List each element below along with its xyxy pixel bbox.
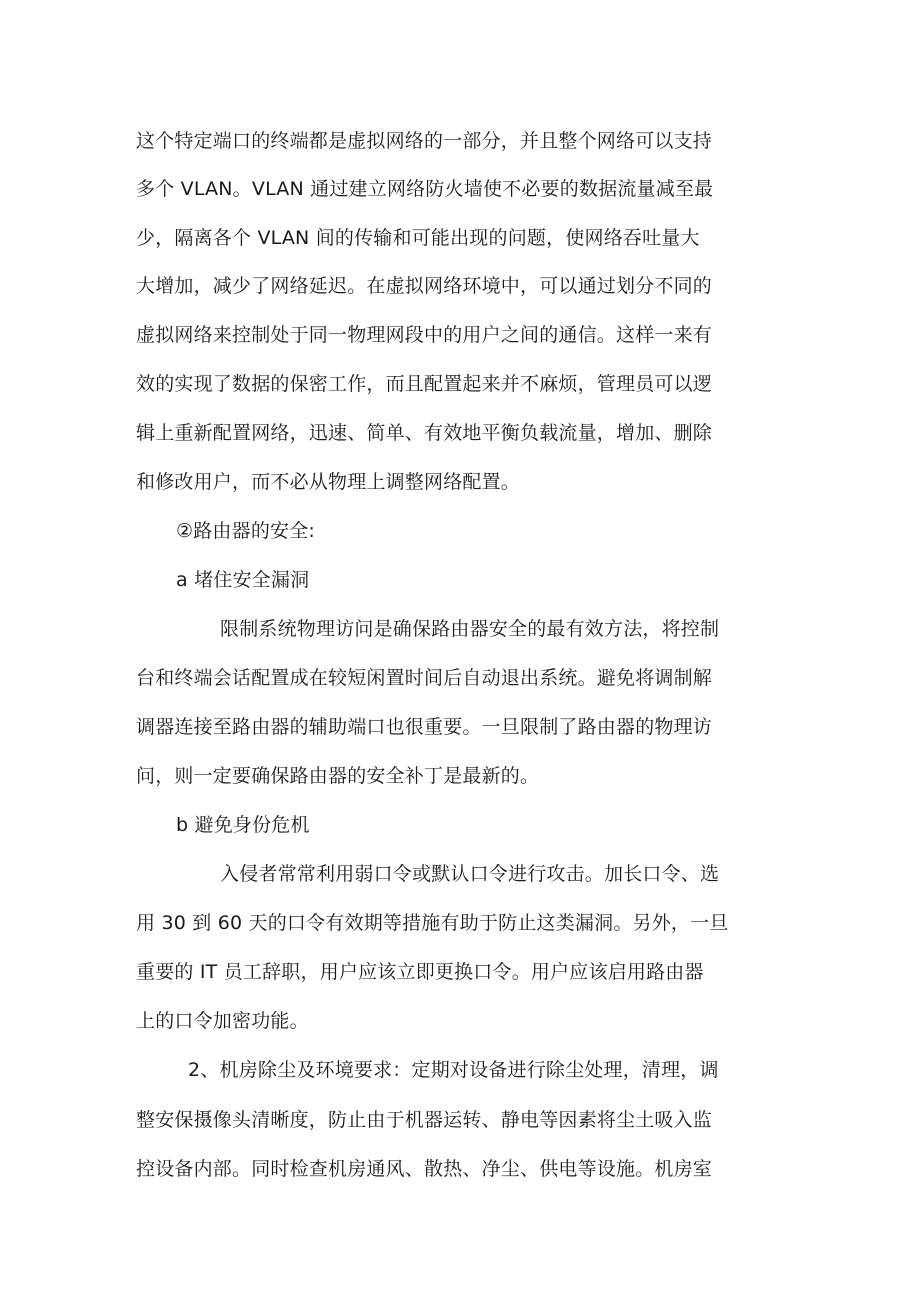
paragraph-line: 少，隔离各个 VLAN 间的传输和可能出现的问题，使网络吞吐量大	[136, 227, 700, 249]
section-heading: ②路由器的安全:	[176, 520, 316, 542]
section-heading: 2、机房除尘及环境要求：定期对设备进行除尘处理，清理，调	[188, 1059, 719, 1081]
paragraph-line: 控设备内部。同时检查机房通风、散热、净尘、供电等设施。机房室	[136, 1158, 713, 1180]
paragraph-line: 入侵者常常利用弱口令或默认口令进行攻击。加长口令、选	[220, 863, 720, 885]
paragraph-line: 这个特定端口的终端都是虚拟网络的一部分，并且整个网络可以支持	[136, 130, 713, 152]
paragraph-line: 调器连接至路由器的辅助端口也很重要。一旦限制了路由器的物理访	[136, 716, 713, 738]
paragraph-line: 大增加，减少了网络延迟。在虚拟网络环境中，可以通过划分不同的	[136, 275, 713, 297]
subsection-heading: b 避免身份危机	[176, 814, 310, 836]
paragraph-line: 和修改用户，而不必从物理上调整网络配置。	[136, 471, 521, 493]
paragraph-line: 辑上重新配置网络，迅速、简单、有效地平衡负载流量，增加、删除	[136, 422, 713, 444]
paragraph-line: 限制系统物理访问是确保路由器安全的最有效方法，将控制	[220, 618, 720, 640]
paragraph-line: 虚拟网络来控制处于同一物理网段中的用户之间的通信。这样一来有	[136, 324, 713, 346]
paragraph-line: 效的实现了数据的保密工作，而且配置起来并不麻烦，管理员可以逻	[136, 373, 713, 395]
paragraph-line: 多个 VLAN。VLAN 通过建立网络防火墙使不必要的数据流量减至最	[136, 178, 714, 200]
paragraph-line: 重要的 IT 员工辞职，用户应该立即更换口令。用户应该启用路由器	[136, 961, 704, 983]
paragraph-line: 台和终端会话配置成在较短闲置时间后自动退出系统。避免将调制解	[136, 667, 713, 689]
paragraph-line: 问，则一定要确保路由器的安全补丁是最新的。	[136, 765, 540, 787]
subsection-heading: a 堵住安全漏洞	[176, 569, 310, 591]
paragraph-line: 整安保摄像头清晰度，防止由于机器运转、静电等因素将尘土吸入监	[136, 1109, 713, 1131]
paragraph-line: 上的口令加密功能。	[136, 1010, 309, 1032]
paragraph-line: 用 30 到 60 天的口令有效期等措施有助于防止这类漏洞。另外，一旦	[136, 912, 729, 934]
